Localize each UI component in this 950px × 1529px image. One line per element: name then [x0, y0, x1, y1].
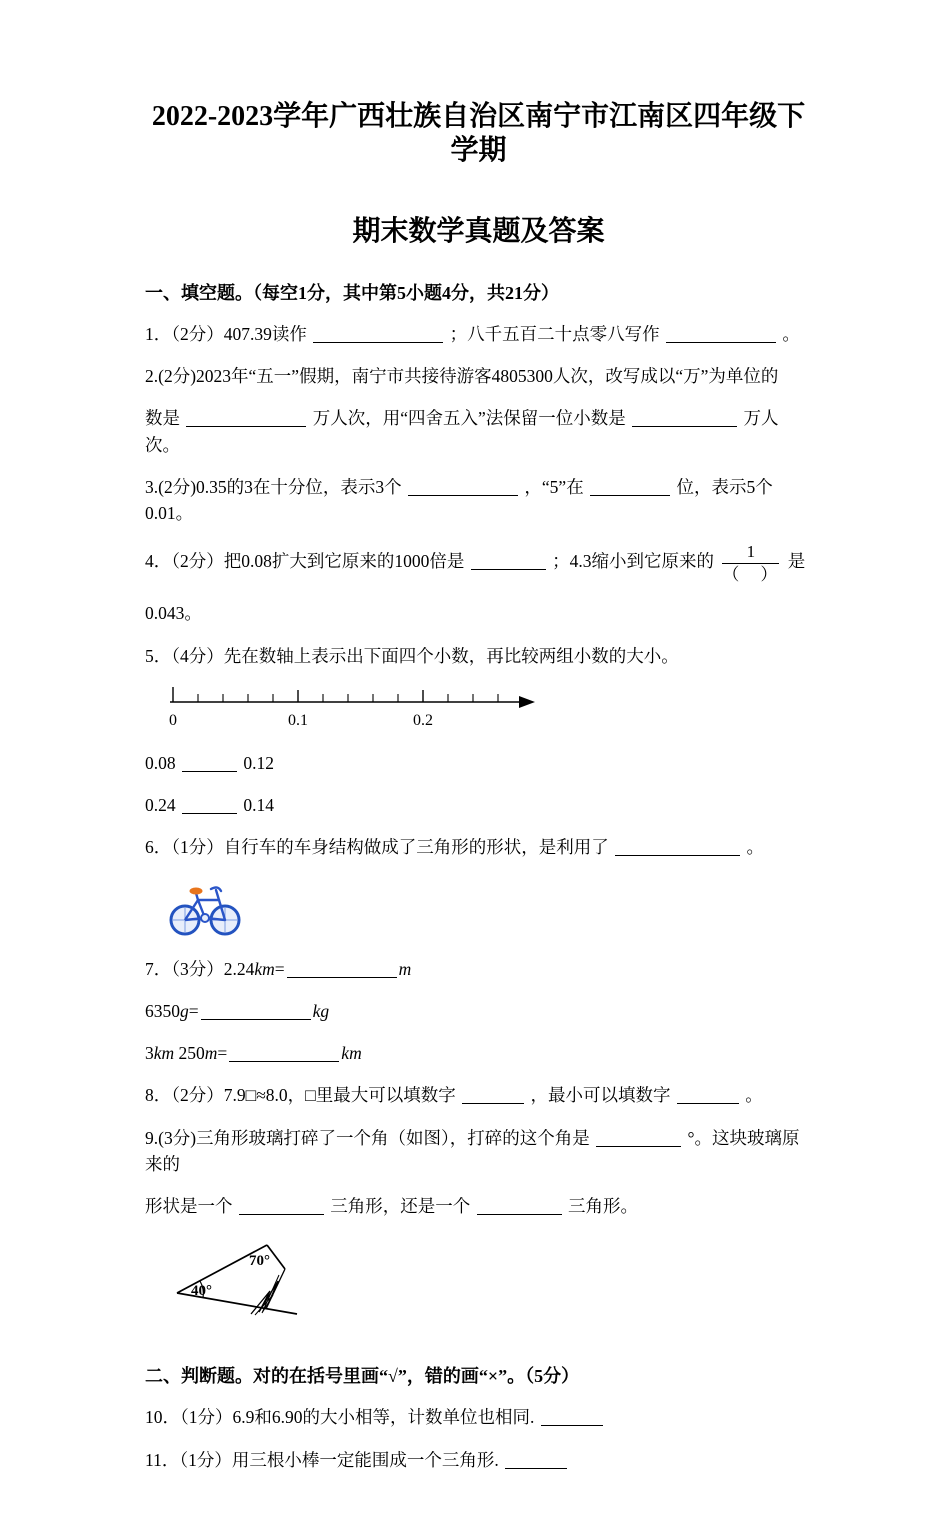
- question-4-text-b: ；4.3缩小到它原来的: [552, 551, 714, 572]
- equals-sign: =: [217, 1043, 228, 1064]
- question-11-text: 11．（1分）用三根小棒一定能围成一个三角形.: [145, 1449, 499, 1470]
- question-3: [145, 474, 812, 527]
- axis-label-0-1: 0.1: [288, 711, 308, 729]
- unit-m: m: [204, 1043, 218, 1064]
- answer-blank: [477, 1198, 562, 1215]
- answer-blank: [186, 410, 306, 427]
- question-5-text-a: 5．（4分）先在数轴上表示出下面四个小数，再比较两组小数的大小。: [145, 645, 679, 666]
- question-7-line2: [145, 998, 812, 1024]
- unit-km: km: [153, 1043, 175, 1064]
- answer-blank: [201, 1003, 311, 1020]
- question-1-text-a: 1．（2分）407.39读作: [145, 323, 307, 344]
- bicycle-seat: [190, 887, 203, 894]
- exam-title-line1: 2022-2023学年广西壮族自治区南宁市江南区四年级下学期: [151, 101, 806, 166]
- unit-km: km: [254, 958, 275, 979]
- answer-blank: [462, 1087, 524, 1104]
- compare-1-left: 0.08: [145, 752, 176, 773]
- question-10: [145, 1404, 812, 1430]
- question-7-value2: 6350: [145, 1000, 180, 1021]
- question-8-text-c: 。: [745, 1085, 763, 1106]
- question-7-line1: [145, 956, 812, 982]
- question-6-text-b: 。: [746, 837, 764, 858]
- axis-label-0: 0: [169, 711, 177, 729]
- unit-g: g: [180, 1000, 189, 1021]
- question-9-line2: [145, 1193, 812, 1219]
- question-5-compare-2: [145, 792, 812, 818]
- number-line-figure: [167, 685, 812, 736]
- question-6-text-a: 6．（1分）自行车的车身结构做成了三角形的形状，是利用了: [145, 837, 609, 858]
- section-2-header: 二、判断题。对的在括号里画“√”，错的画“×”。（5分）: [145, 1366, 580, 1387]
- question-9-text-c: 形状是一个: [145, 1196, 233, 1217]
- compare-2-right: 0.14: [243, 795, 274, 816]
- answer-blank: [615, 839, 740, 856]
- fraction-one-over-parens: [722, 542, 779, 584]
- broken-triangle-figure: [167, 1235, 812, 1332]
- question-3-text-c: 位，表示5个0.01。: [145, 476, 773, 524]
- question-8-text-b: ，最小可以填数字: [530, 1085, 671, 1106]
- question-3-text-b: ，“5”在: [524, 476, 584, 497]
- fraction-denominator: （ ）: [722, 564, 780, 584]
- question-2-text-a: 2.(2分)2023年“五一”假期，南宁市共接待游客4805300人次，改写成以“万”为单位的: [145, 366, 779, 387]
- unit-m: m: [398, 958, 412, 979]
- angle-label-40: 40°: [191, 1283, 212, 1300]
- question-7-value3b: 250: [174, 1043, 205, 1064]
- question-9-text-e: 三角形。: [568, 1196, 638, 1217]
- question-8-text-a: 8．（2分）7.9□≈8.0，□里最大可以填数字: [145, 1085, 456, 1106]
- question-9-line1: [145, 1125, 812, 1178]
- answer-blank: [677, 1087, 739, 1104]
- question-4-line1: [145, 542, 812, 584]
- question-4-text-a: 4．（2分）把0.08扩大到它原来的1000倍是: [145, 551, 465, 572]
- answer-blank: [182, 797, 237, 814]
- exam-title-line2: 期末数学真题及答案: [352, 216, 605, 248]
- angle-label-70: 70°: [249, 1253, 270, 1270]
- question-1: [145, 321, 812, 347]
- unit-kg: kg: [312, 1000, 330, 1021]
- compare-2-left: 0.24: [145, 795, 176, 816]
- number-line: [167, 685, 547, 731]
- question-4-line2: [145, 600, 812, 626]
- question-11: [145, 1447, 812, 1473]
- answer-blank: [541, 1409, 603, 1426]
- answer-blank: [229, 1045, 339, 1062]
- question-8: [145, 1082, 812, 1108]
- answer-blank: [287, 961, 397, 978]
- question-7-number: 7．（3分）: [145, 958, 224, 979]
- question-2-text-c: 万人次，用“四舍五入”法保留一位小数是: [312, 408, 626, 429]
- answer-blank: [182, 755, 237, 772]
- question-5-compare-1: [145, 750, 812, 776]
- question-7-value3a: 3: [145, 1043, 154, 1064]
- answer-blank: [666, 326, 776, 343]
- question-7-line3: [145, 1040, 812, 1066]
- answer-blank: [590, 479, 670, 496]
- question-10-text: 10．（1分）6.9和6.90的大小相等，计数单位也相同.: [145, 1407, 535, 1428]
- question-4-text-d: 0.043。: [145, 603, 202, 624]
- axis-arrow-icon: [519, 696, 535, 708]
- broken-triangle-image: [167, 1235, 342, 1327]
- answer-blank: [505, 1452, 567, 1469]
- answer-blank: [239, 1198, 324, 1215]
- equals-sign: =: [188, 1000, 199, 1021]
- question-2-line2: [145, 405, 812, 458]
- question-1-text-b: ；八千五百二十点零八写作: [449, 323, 660, 344]
- question-5: [145, 643, 812, 669]
- answer-blank: [596, 1130, 681, 1147]
- question-2-text-d: 万人次。: [145, 408, 779, 455]
- axis-label-0-2: 0.2: [413, 711, 433, 729]
- question-9-text-a: 9.(3分)三角形玻璃打碎了一个角（如图），打碎的这个角是: [145, 1127, 590, 1148]
- question-2-text-b: 数是: [145, 408, 180, 429]
- bicycle-figure: [167, 877, 812, 944]
- section-1-header: 一、填空题。（每空1分，其中第5小题4分，共21分）: [145, 282, 559, 303]
- answer-blank: [632, 410, 737, 427]
- equals-sign: =: [274, 958, 285, 979]
- unit-km: km: [341, 1043, 362, 1064]
- question-9-text-b: °。这块玻璃原来的: [145, 1127, 800, 1174]
- fraction-numerator: 1: [722, 542, 779, 564]
- bicycle-image: [167, 877, 243, 939]
- answer-blank: [313, 326, 443, 343]
- question-7-value1: 2.24: [223, 958, 255, 979]
- question-9-text-d: 三角形，还是一个: [330, 1196, 471, 1217]
- question-4-text-c: 是: [787, 551, 806, 572]
- answer-blank: [471, 553, 546, 570]
- question-3-text-a: 3.(2分)0.35的3在十分位，表示3个: [145, 476, 402, 497]
- compare-1-right: 0.12: [243, 752, 274, 773]
- answer-blank: [408, 479, 518, 496]
- question-2-line1: [145, 363, 812, 389]
- question-1-text-c: 。: [782, 323, 800, 344]
- question-6: [145, 834, 812, 860]
